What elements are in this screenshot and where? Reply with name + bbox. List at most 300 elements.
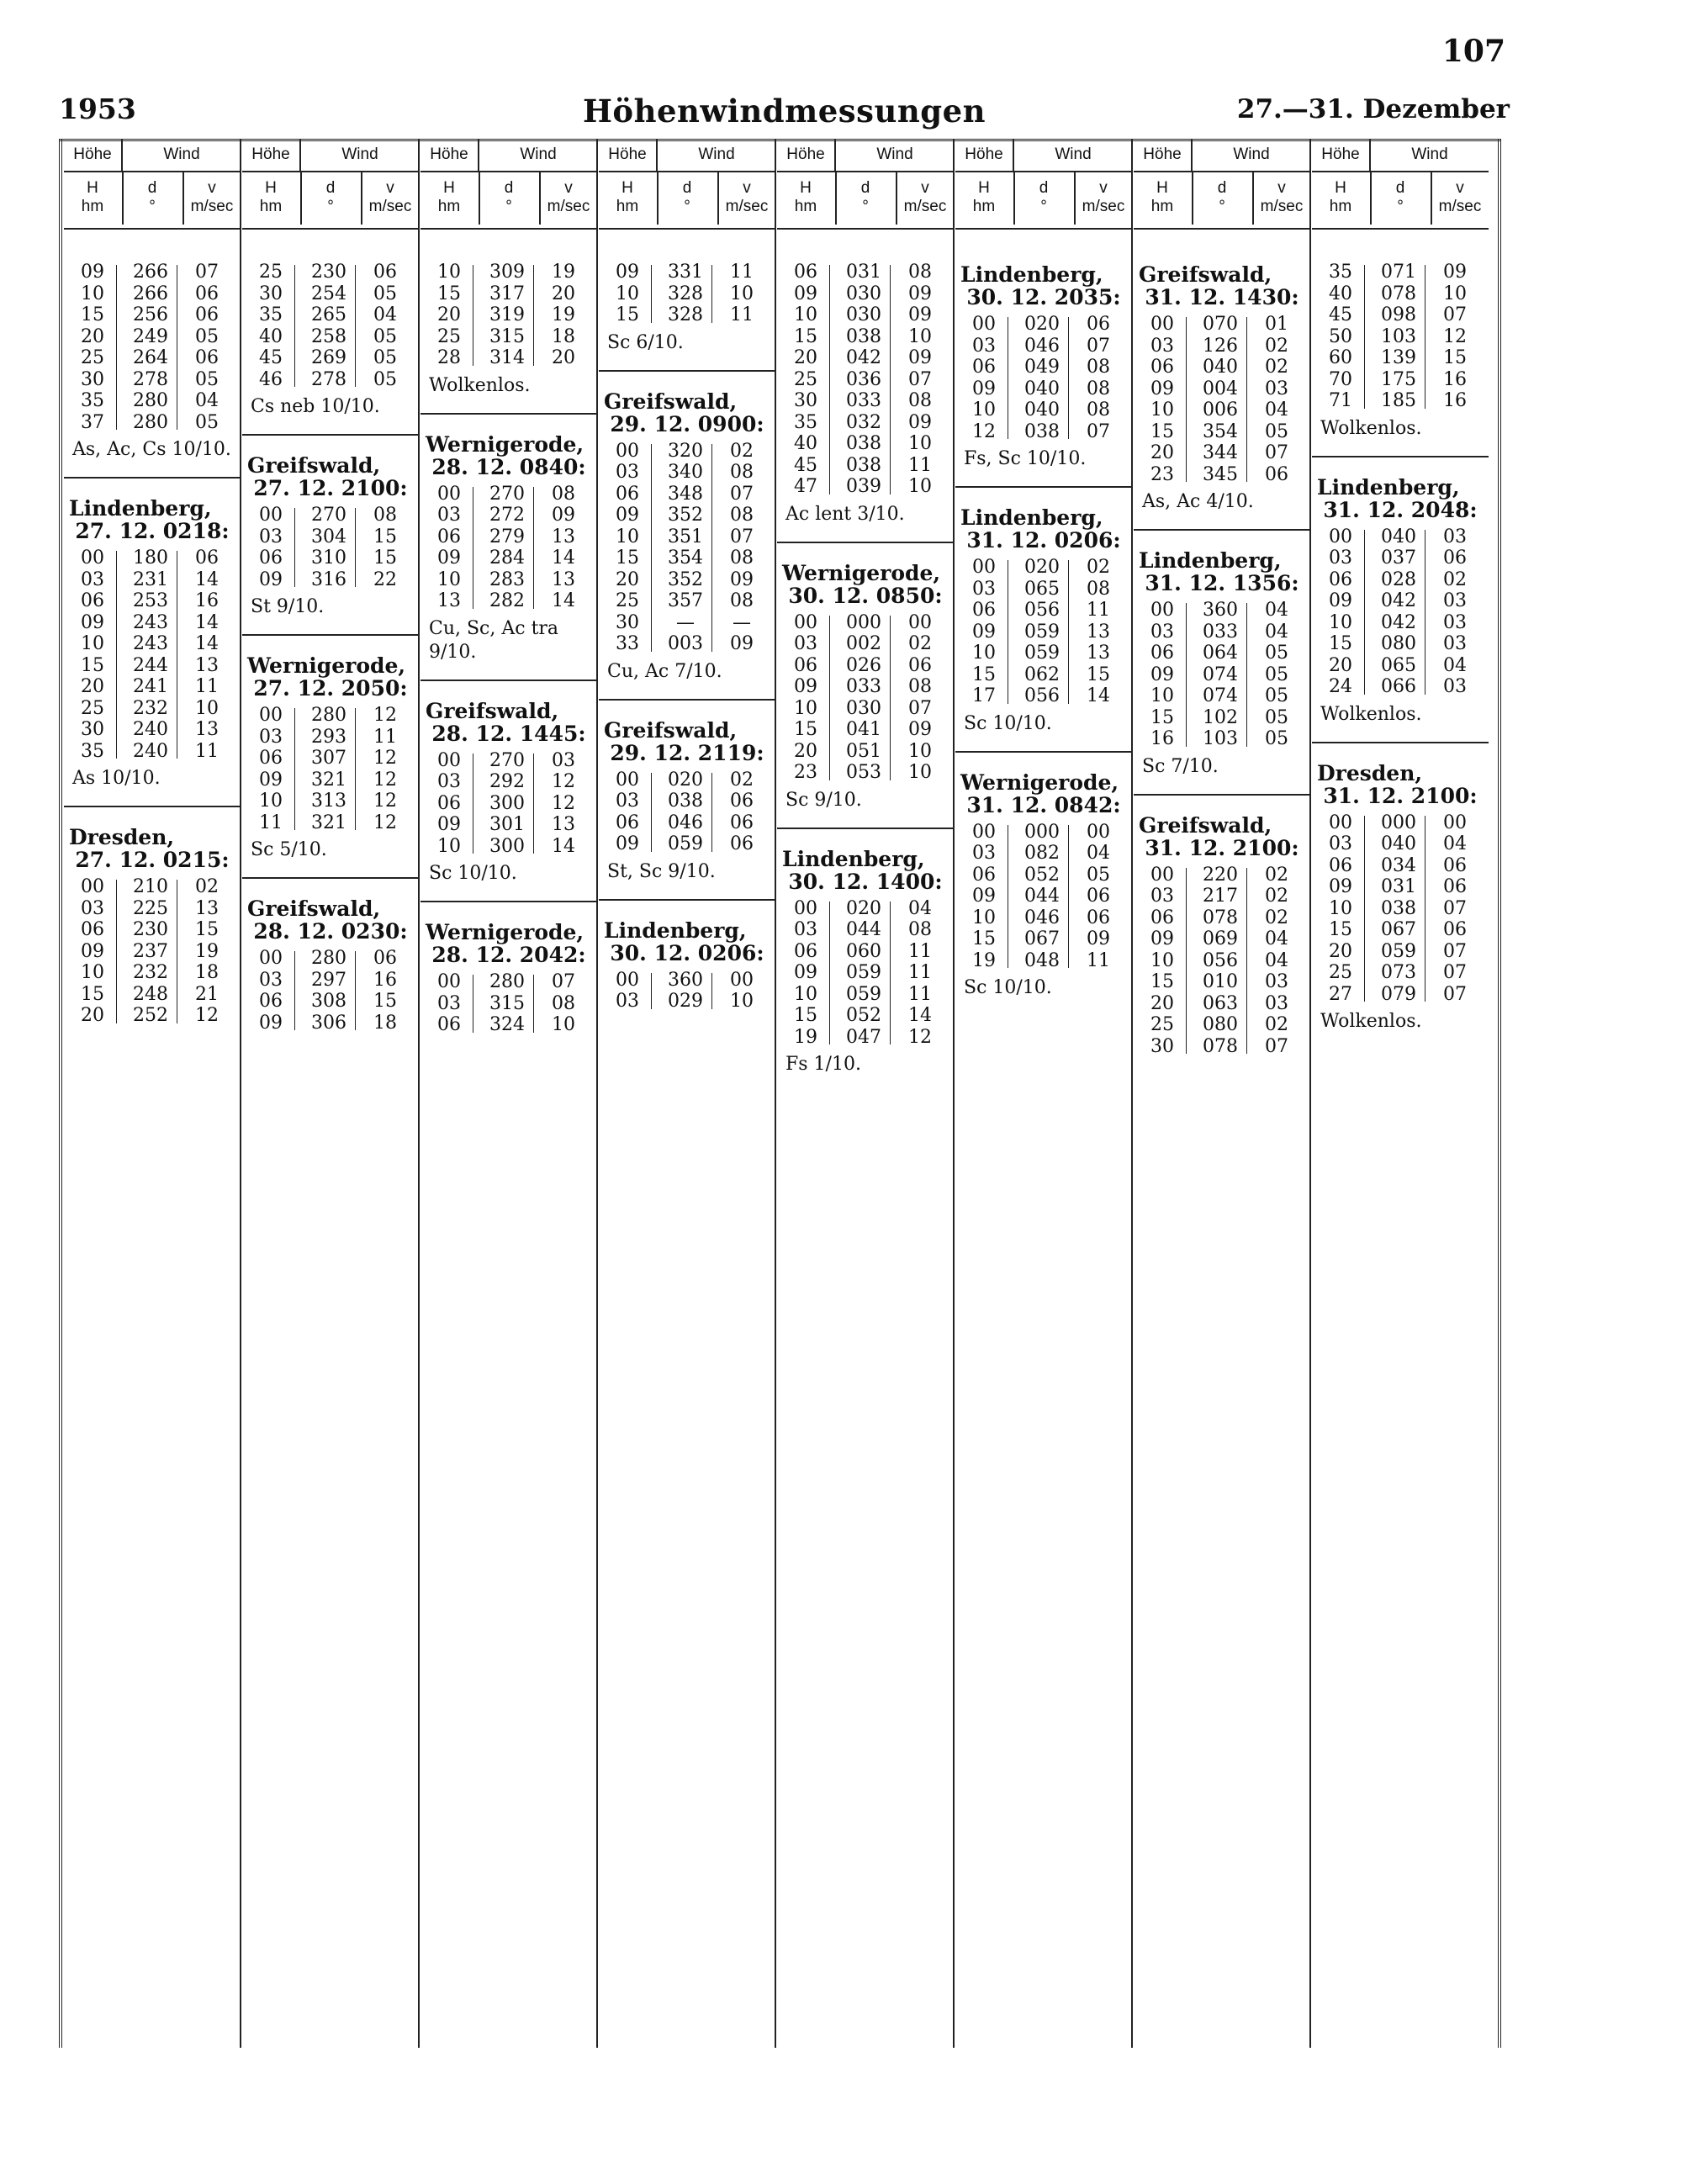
table-row <box>777 326 954 348</box>
direction-cell: 059 <box>1381 940 1416 962</box>
direction-cell: 328 <box>668 304 703 325</box>
direction-cell: 269 <box>311 347 346 368</box>
direction-cell: 074 <box>1203 685 1238 706</box>
header-unit: ° <box>505 198 512 215</box>
column-header <box>1134 139 1310 231</box>
speed-cell: 14 <box>195 633 219 654</box>
speed-cell: 13 <box>195 897 219 919</box>
station-block <box>420 426 597 664</box>
height-cell: 00 <box>81 876 104 897</box>
table-row <box>64 590 241 612</box>
header-unit-d <box>1014 179 1073 216</box>
direction-cell: 029 <box>668 991 703 1012</box>
header-symbol: H <box>1156 179 1168 197</box>
station-name: Wernigerode, <box>782 560 941 585</box>
speed-cell: 11 <box>1087 600 1110 621</box>
height-cell: 00 <box>1329 812 1352 833</box>
direction-cell: 004 <box>1203 378 1238 399</box>
station-block <box>242 262 419 419</box>
cloud-note: St 9/10. <box>251 596 325 617</box>
direction-cell: 078 <box>1381 283 1416 304</box>
speed-cell: 14 <box>552 835 575 857</box>
height-cell: 06 <box>1329 568 1352 590</box>
direction-cell: 314 <box>489 347 525 368</box>
station-heading <box>1312 469 1489 521</box>
speed-cell: 08 <box>908 919 932 940</box>
column-divider <box>1309 139 1311 2048</box>
cloud-note: Ac lent 3/10. <box>785 503 905 525</box>
speed-cell: 05 <box>373 283 397 304</box>
direction-cell: 049 <box>1024 357 1060 378</box>
direction-cell: 280 <box>311 948 346 969</box>
measurement-time: 31. 12. 0842: <box>966 792 1121 817</box>
page-title: Höhenwindmessungen <box>582 93 986 130</box>
table-row <box>599 791 775 812</box>
speed-cell: 13 <box>552 568 575 590</box>
header-unit: m/sec <box>725 198 769 215</box>
station-block <box>64 262 241 462</box>
table-row <box>64 347 241 369</box>
table-row <box>64 326 241 348</box>
station-heading <box>599 712 775 764</box>
height-cell: 15 <box>1150 706 1174 728</box>
table-row <box>1312 812 1489 834</box>
column-body <box>1312 256 1489 1049</box>
station-block <box>777 555 954 812</box>
header-hoehe: Höhe <box>1134 139 1193 172</box>
speed-cell: 06 <box>195 304 219 325</box>
table-row <box>599 262 775 283</box>
measurement-time: 28. 12. 0230: <box>253 919 408 944</box>
header-unit: m/sec <box>368 198 412 215</box>
station-block <box>1134 542 1310 779</box>
direction-cell: 293 <box>311 726 346 748</box>
wind-table <box>242 705 419 833</box>
direction-cell: 240 <box>133 740 168 762</box>
table-row <box>599 526 775 548</box>
table-row <box>599 612 775 634</box>
table-row <box>64 369 241 391</box>
height-cell: 09 <box>972 621 996 643</box>
speed-cell: 10 <box>195 697 219 719</box>
direction-cell: 280 <box>133 411 168 433</box>
station-separator <box>1312 456 1489 457</box>
table-row <box>420 304 597 326</box>
height-cell: 35 <box>1329 262 1352 283</box>
speed-cell: 05 <box>1087 864 1110 886</box>
height-cell: 28 <box>437 347 461 368</box>
height-cell: 09 <box>616 262 639 283</box>
header-unit-H <box>242 179 299 216</box>
direction-cell: 052 <box>1024 864 1060 886</box>
station-block <box>420 693 597 886</box>
column-header <box>420 139 597 231</box>
height-cell: 11 <box>259 812 283 833</box>
table-row <box>777 676 954 698</box>
header-unit: ° <box>862 198 869 215</box>
height-cell: 06 <box>259 991 283 1012</box>
table-row <box>777 347 954 369</box>
cloud-note: Cs neb 10/10. <box>251 396 380 417</box>
station-heading <box>777 555 954 607</box>
wind-table <box>420 484 597 612</box>
direction-cell: 080 <box>1203 1014 1238 1035</box>
table-row <box>420 526 597 548</box>
header-rule <box>955 228 1132 230</box>
table-row <box>242 769 419 791</box>
station-block <box>955 500 1132 736</box>
speed-cell: 08 <box>730 547 754 568</box>
header-divider <box>1074 172 1076 225</box>
direction-cell: 010 <box>1203 971 1238 992</box>
speed-cell: 15 <box>373 547 397 568</box>
station-name: Greifswald, <box>604 717 738 743</box>
speed-cell: 15 <box>195 919 219 940</box>
direction-cell: 060 <box>846 940 881 962</box>
speed-cell: 05 <box>373 368 397 390</box>
direction-cell: 352 <box>668 568 703 590</box>
speed-cell: 12 <box>552 771 575 792</box>
header-symbol: d <box>504 179 514 197</box>
wind-table <box>777 898 954 1049</box>
table-row <box>955 685 1132 707</box>
direction-cell: 000 <box>1024 821 1060 843</box>
table-row <box>1312 326 1489 348</box>
header-hoehe: Höhe <box>64 139 123 172</box>
table-row <box>955 399 1132 421</box>
speed-cell: 10 <box>730 283 754 304</box>
speed-cell: 08 <box>908 390 932 411</box>
height-cell: 00 <box>437 749 461 771</box>
height-cell: 47 <box>794 476 817 497</box>
speed-cell: 16 <box>373 969 397 991</box>
height-cell: 03 <box>1150 335 1174 357</box>
height-cell: 30 <box>81 368 104 390</box>
speed-cell: 12 <box>373 748 397 769</box>
header-divider <box>361 172 362 225</box>
direction-cell: 066 <box>1381 676 1416 697</box>
speed-cell: 10 <box>552 1014 575 1035</box>
station-block <box>1312 469 1489 727</box>
height-cell: 24 <box>1329 676 1352 697</box>
header-unit-d <box>479 179 538 216</box>
cloud-note: Cu, Ac 7/10. <box>607 660 722 682</box>
direction-cell: 046 <box>668 812 703 833</box>
table-row <box>777 941 954 963</box>
speed-cell: 07 <box>730 526 754 547</box>
header-hoehe: Höhe <box>1312 139 1371 172</box>
table-row <box>955 664 1132 686</box>
direction-cell: 032 <box>846 411 881 433</box>
direction-cell: 102 <box>1203 706 1238 728</box>
height-cell: 00 <box>972 821 996 843</box>
speed-cell: 02 <box>1265 907 1288 928</box>
table-row <box>1312 347 1489 369</box>
direction-cell: 126 <box>1203 335 1238 357</box>
table-row <box>420 283 597 305</box>
station-block <box>1134 807 1310 1058</box>
wind-table <box>64 262 241 433</box>
table-row <box>420 993 597 1015</box>
speed-cell: 07 <box>730 483 754 505</box>
header-symbol: v <box>1456 179 1464 197</box>
height-cell: 10 <box>794 697 817 719</box>
direction-cell: 052 <box>846 1005 881 1026</box>
height-cell: 10 <box>972 399 996 420</box>
height-cell: 45 <box>1329 304 1352 325</box>
direction-cell: 041 <box>846 719 881 740</box>
height-cell: 00 <box>972 557 996 578</box>
station-name: Lindenberg, <box>960 262 1103 287</box>
header-divider <box>182 172 184 225</box>
direction-cell: 028 <box>1381 568 1416 590</box>
speed-cell: 08 <box>552 992 575 1014</box>
direction-cell: 074 <box>1203 664 1238 685</box>
cloud-note: Sc 10/10. <box>964 712 1052 734</box>
height-cell: 13 <box>437 590 461 611</box>
table-row <box>1312 369 1489 391</box>
table-row <box>242 948 419 970</box>
height-cell: 60 <box>1329 347 1352 368</box>
speed-cell: 06 <box>373 948 397 969</box>
height-cell: 00 <box>972 314 996 335</box>
direction-cell: 292 <box>489 771 525 792</box>
wind-table <box>1312 812 1489 1006</box>
cell-divider <box>1364 265 1365 409</box>
station-block <box>420 262 597 398</box>
direction-cell: 354 <box>1203 420 1238 442</box>
speed-cell: 09 <box>730 633 754 654</box>
speed-cell: 14 <box>552 590 575 611</box>
direction-cell: 039 <box>846 476 881 497</box>
wind-table <box>599 970 775 1013</box>
height-cell: 03 <box>259 726 283 748</box>
height-cell: 71 <box>1329 390 1352 411</box>
speed-cell: 04 <box>1265 949 1288 971</box>
table-row <box>955 643 1132 664</box>
direction-cell: 185 <box>1381 390 1416 411</box>
wind-table <box>599 441 775 655</box>
wind-table <box>599 769 775 855</box>
table-row <box>777 612 954 634</box>
direction-cell: 270 <box>311 505 346 526</box>
header-hoehe: Höhe <box>242 139 301 172</box>
table-row <box>64 1005 241 1027</box>
speed-cell: 02 <box>1265 886 1288 907</box>
direction-cell: 360 <box>668 969 703 991</box>
column-body <box>1134 256 1310 1072</box>
speed-cell: 02 <box>1265 357 1288 378</box>
direction-cell: 278 <box>311 368 346 390</box>
direction-cell: 306 <box>311 1012 346 1034</box>
table-row <box>1312 941 1489 963</box>
speed-cell: 09 <box>908 283 932 304</box>
table-row <box>1312 590 1489 612</box>
height-cell: 10 <box>81 633 104 654</box>
height-cell: 20 <box>1150 992 1174 1014</box>
speed-cell: 08 <box>1087 378 1110 399</box>
speed-cell: 14 <box>908 1005 932 1026</box>
measurement-time: 30. 12. 0850: <box>788 583 943 608</box>
wind-table <box>777 262 954 498</box>
station-name: Wernigerode, <box>960 769 1119 795</box>
table-row <box>955 950 1132 972</box>
direction-cell: 244 <box>133 654 168 676</box>
direction-cell: — <box>676 611 695 633</box>
speed-cell: 12 <box>373 791 397 812</box>
header-symbol: v <box>1099 179 1108 197</box>
table-row <box>64 898 241 920</box>
direction-cell: 020 <box>1024 557 1060 578</box>
direction-cell: 253 <box>133 590 168 611</box>
wind-table <box>1134 314 1310 485</box>
header-hoehe: Höhe <box>420 139 479 172</box>
table-row <box>1134 336 1310 357</box>
header-symbol: d <box>1395 179 1405 197</box>
cell-divider <box>294 508 295 587</box>
wind-table <box>1312 526 1489 698</box>
measurement-time: 31. 12. 2100: <box>1145 835 1299 860</box>
direction-cell: 301 <box>489 814 525 835</box>
table-row <box>420 484 597 505</box>
direction-cell: 030 <box>846 304 881 325</box>
header-unit-v <box>718 179 775 216</box>
table-row <box>1134 399 1310 421</box>
height-cell: 30 <box>1150 1035 1174 1057</box>
table-row <box>420 836 597 858</box>
wind-table <box>64 876 241 1027</box>
direction-cell: 042 <box>1381 590 1416 611</box>
station-heading <box>64 490 241 542</box>
table-row <box>64 569 241 591</box>
direction-cell: 321 <box>311 812 346 833</box>
direction-cell: 038 <box>1024 420 1060 442</box>
header-divider <box>1370 172 1372 225</box>
cell-divider <box>533 754 534 854</box>
direction-cell: 002 <box>846 633 881 654</box>
station-separator <box>599 899 775 901</box>
table-row <box>64 941 241 963</box>
header-unit-d <box>123 179 182 216</box>
table-row <box>1312 612 1489 634</box>
table-row <box>1134 1014 1310 1036</box>
direction-cell: 098 <box>1381 304 1416 325</box>
station-heading <box>1312 755 1489 807</box>
direction-cell: 062 <box>1024 664 1060 685</box>
table-row <box>955 378 1132 400</box>
speed-cell: — <box>733 611 751 633</box>
height-cell: 09 <box>972 886 996 907</box>
cell-divider <box>1068 825 1069 969</box>
height-cell: 19 <box>794 1026 817 1048</box>
speed-cell: 03 <box>1443 590 1467 611</box>
station-heading <box>599 383 775 436</box>
height-cell: 09 <box>437 814 461 835</box>
table-row <box>242 970 419 992</box>
table-row <box>955 600 1132 621</box>
height-cell: 09 <box>794 283 817 304</box>
speed-cell: 18 <box>552 325 575 347</box>
cell-divider <box>1186 868 1187 1055</box>
speed-cell: 11 <box>730 304 754 325</box>
speed-cell: 15 <box>373 991 397 1012</box>
station-name: Lindenberg, <box>69 496 212 521</box>
measurement-time: 28. 12. 0840: <box>431 454 586 479</box>
table-row <box>955 865 1132 886</box>
wind-table <box>420 750 597 858</box>
height-cell: 20 <box>1329 654 1352 676</box>
table-row <box>1312 655 1489 677</box>
speed-cell: 10 <box>730 991 754 1012</box>
direction-cell: 082 <box>1024 843 1060 864</box>
speed-cell: 11 <box>908 983 932 1005</box>
direction-cell: 067 <box>1381 919 1416 940</box>
header-symbol: v <box>1277 179 1286 197</box>
station-name: Greifswald, <box>1139 262 1272 287</box>
direction-cell: 067 <box>1024 928 1060 949</box>
speed-cell: 11 <box>1087 949 1110 971</box>
speed-cell: 18 <box>373 1012 397 1034</box>
header-divider <box>1013 172 1015 225</box>
table-row <box>1134 378 1310 400</box>
cloud-note: As, Ac, Cs 10/10. <box>72 439 231 460</box>
header-symbol: H <box>87 179 98 197</box>
table-row <box>1134 464 1310 486</box>
header-symbol: H <box>800 179 812 197</box>
speed-cell: 16 <box>195 590 219 611</box>
speed-cell: 02 <box>730 769 754 791</box>
cloud-note: Fs 1/10. <box>785 1054 861 1075</box>
header-unit: hm <box>794 198 817 215</box>
table-row <box>420 326 597 348</box>
table-row <box>1134 886 1310 907</box>
height-cell: 06 <box>794 262 817 283</box>
header-wind: Wind <box>1014 139 1132 172</box>
table-row <box>1312 876 1489 898</box>
direction-cell: 180 <box>133 547 168 568</box>
height-cell: 00 <box>616 440 639 462</box>
cloud-note: Sc 7/10. <box>1142 755 1219 777</box>
header-rule <box>777 228 954 230</box>
table-row <box>1134 314 1310 336</box>
table-row <box>420 971 597 993</box>
station-block <box>242 447 419 619</box>
height-cell: 23 <box>1150 463 1174 485</box>
height-cell: 12 <box>972 420 996 442</box>
cell-divider <box>355 265 356 387</box>
station-heading <box>420 426 597 479</box>
cell-divider <box>829 616 830 780</box>
cell-divider <box>890 265 891 494</box>
height-cell: 10 <box>437 835 461 857</box>
column-header <box>955 139 1132 231</box>
speed-cell: 11 <box>195 676 219 697</box>
height-cell: 40 <box>259 325 283 347</box>
cell-divider <box>1246 317 1247 482</box>
table-row <box>1134 1036 1310 1058</box>
direction-cell: 352 <box>668 505 703 526</box>
height-cell: 30 <box>81 719 104 740</box>
header-unit-H <box>420 179 478 216</box>
measurement-time: 27. 12. 2100: <box>253 476 408 500</box>
table-row <box>64 962 241 984</box>
table-row <box>64 655 241 677</box>
direction-cell: 351 <box>668 526 703 547</box>
header-unit: ° <box>1397 198 1404 215</box>
height-cell: 25 <box>1329 962 1352 983</box>
direction-cell: 272 <box>489 505 525 526</box>
header-symbol: v <box>208 179 216 197</box>
